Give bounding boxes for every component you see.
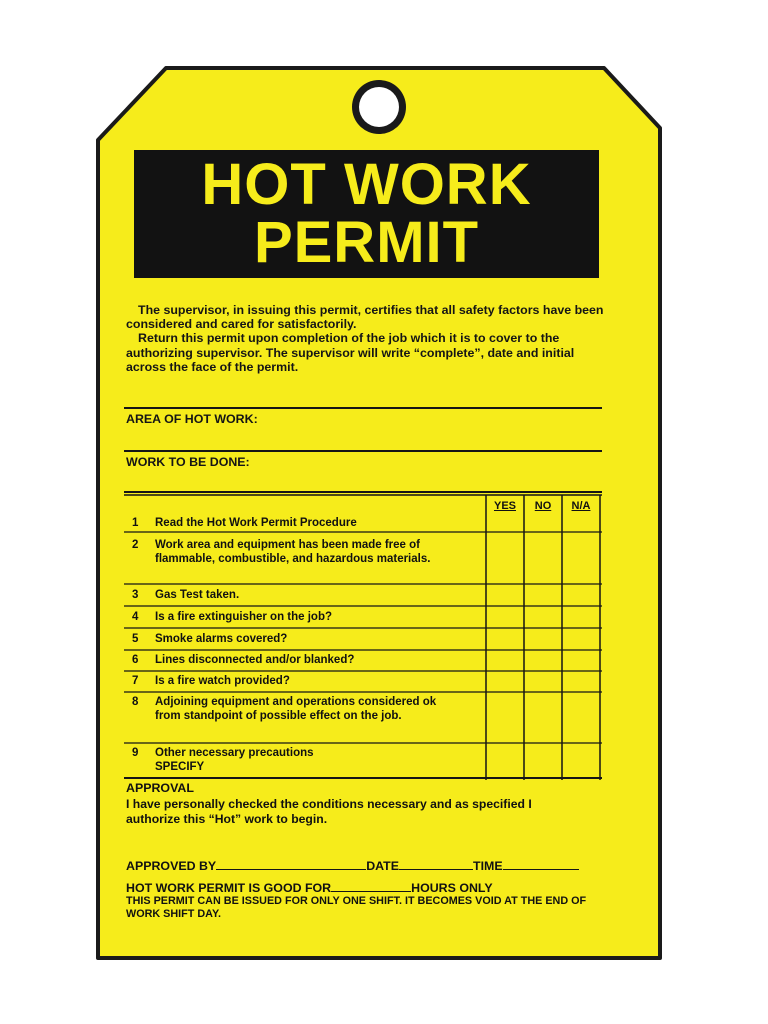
yes-column-cells[interactable] [486,532,524,778]
title-banner [134,150,599,278]
item-number: 9 [132,747,139,759]
approved-by-label: APPROVED BY [126,859,217,873]
approved-by-row [126,858,579,873]
na-column-cells[interactable] [562,532,600,778]
title-line-2: PERMIT [253,210,480,275]
item-text: Is a fire watch provided? [155,675,290,687]
item-text: Work area and equipment has been made free of flammable, combustible, and hazardous materials. [155,539,431,565]
checkbox-cells [486,532,600,778]
item-number: 2 [132,539,139,551]
hours-only-label: HOURS ONLY [411,881,493,895]
item-number: 5 [132,633,139,645]
item-number: 1 [132,517,139,529]
date-label: DATE [366,859,400,873]
column-na: N/A [571,500,591,512]
validity-note: THIS PERMIT CAN BE ISSUED FOR ONLY ONE SHIFT. IT BECOMES VOID AT THE END OF WORK SHIFT DAY. [126,895,587,920]
intro-text [126,303,616,374]
item-text: Read the Hot Work Permit Procedure [155,517,357,529]
work-to-be-done-label: WORK TO BE DONE: [126,455,250,469]
item-number: 6 [132,654,139,666]
good-for-row [126,880,493,895]
approval-heading: APPROVAL [126,781,194,795]
area-of-hot-work-line[interactable] [124,450,602,452]
column-yes: YES [493,500,516,512]
item-number: 3 [132,589,139,601]
item-text: Is a fire extinguisher on the job? [155,611,332,623]
title-line-1: HOT WORK [201,152,532,217]
good-for-label: HOT WORK PERMIT IS GOOD FOR [126,881,332,895]
approved-by-field[interactable] [216,858,366,870]
item-text: Lines disconnected and/or blanked? [155,654,355,666]
rule-area-top [124,407,602,409]
item-text: Gas Test taken. [155,589,240,601]
column-no: NO [534,500,552,512]
approval-statement: I have personally checked the conditions necessary and as specified I authorize this “Hot” work to begin. [126,797,532,826]
intro-paragraph-1: The supervisor, in issuing this permit, certifies that all safety factors have been considered and cared for satisfactorily. [126,303,604,332]
item-text: Smoke alarms covered? [155,633,288,645]
item-text: Other necessary precautions SPECIFY [155,747,314,773]
area-of-hot-work-label: AREA OF HOT WORK: [126,412,258,426]
item-number: 4 [132,611,139,623]
checklist-table [124,490,602,780]
time-field[interactable] [503,858,579,870]
intro-paragraph-2: Return this permit upon completion of the job which it is to cover to the authorizing supervisor. The supervisor will write “complete”, date and initial across the face of the permit. [126,331,575,374]
hours-field[interactable] [331,880,411,892]
no-column-cells[interactable] [524,532,562,778]
date-field[interactable] [399,858,473,870]
time-label: TIME [473,859,503,873]
item-text: Adjoining equipment and operations considered ok from standpoint of possible effect on the job. [155,696,437,722]
item-number: 7 [132,675,139,687]
item-number: 8 [132,696,139,708]
